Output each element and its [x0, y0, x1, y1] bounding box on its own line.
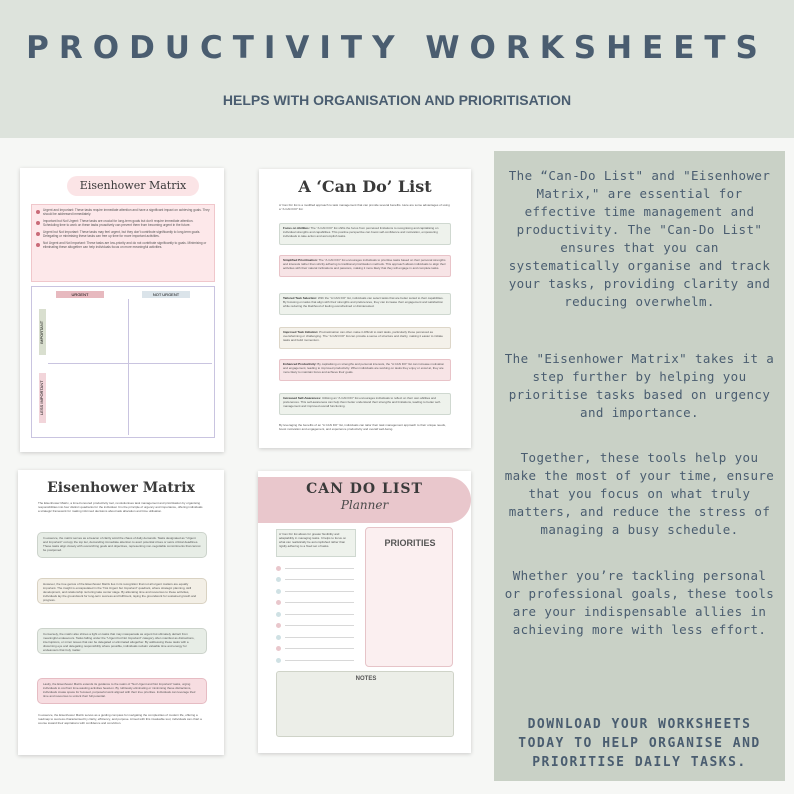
checkbox-icon[interactable]: [276, 635, 281, 640]
checklist-row[interactable]: [276, 621, 354, 631]
worksheet-title: Eisenhower Matrix: [67, 176, 199, 196]
essay-box: In essence, the matrix serves as a beacon of clarity amid the chaos of daily demands. Tasks designated as "Urgent and Important" occupy the top tier, demanding immediate attention to avert potential crises or seize critical deadlines. These tasks align closely with overarching goals and objectives, representing non-negotiable commitments that cannot be postponed.: [37, 532, 207, 558]
benefit-box: Improved Task Initiation: Procrastination can often make it difficult to start tasks, particularly those perceived as overwhelming or challenging. The "A CAN DO" list can provide a sense of structure and clarity, making it easier to initiate tasks and build momentum.: [279, 327, 451, 349]
checklist-row[interactable]: [276, 586, 354, 596]
checklist-row[interactable]: [276, 632, 354, 642]
priorities-box: [365, 527, 453, 667]
checkbox-icon[interactable]: [276, 612, 281, 617]
not-urgent-label: NOT URGENT: [142, 291, 190, 298]
intro-text: A 'Can Do' list is a modified approach to task management that can provide several benefits. Here are some advantages of using a "A CAN DO" list:: [279, 203, 450, 211]
write-line: [285, 602, 354, 603]
worksheet-can-do-planner: [258, 471, 471, 753]
essay-box: However, the true genius of the Eisenhower Matrix lies in its recognition that not all urgent matters are equally important. The insight is encapsulated in the "Not Urgent but Important" quadrant, where strategic planning, skill development, and relationship nurturing take center stage. By allocating time and resources to these activities, individuals lay the groundwork for long-term success and fulfilment, laying the groundwork for sustained growth and progress.: [37, 578, 207, 604]
essay-box: Lastly, the Eisenhower Matrix extends its guidance to the realm of "Not Urgent and Not Important" tasks, urging individuals to confront time-wasting activities head-on. By ruthlessly eliminating or minimising these distractions, individuals create space for focused, purposeful work aligned with their true priorities. Individuals can leverage their time and resources to unlock their full potential.: [37, 678, 207, 704]
important-label: IMPORTANT: [39, 309, 46, 355]
write-line: [285, 591, 354, 592]
checklist-row[interactable]: [276, 609, 354, 619]
header-banner: [0, 0, 794, 138]
bullet-icon: [36, 243, 40, 247]
worksheet-title: A ‘Can Do’ List: [298, 177, 432, 196]
description-paragraph: Whether you’re tackling personal or professional goals, these tools are your indispensable allies in achieving more with less effort.: [504, 568, 775, 637]
matrix-grid: [31, 286, 215, 438]
description-panel: [494, 151, 785, 781]
write-line: [285, 579, 354, 580]
list-item: Urgent but Not Important: These tasks may feel urgent, but they don't contribute significantly to long-term goals. Delegating or minimising these tasks can free up time for more important activities.: [36, 230, 210, 238]
planner-subtitle: Planner: [340, 498, 389, 512]
worksheet-title: Eisenhower Matrix: [47, 480, 195, 496]
checkbox-icon[interactable]: [276, 566, 281, 571]
bullet-icon: [36, 221, 40, 225]
checklist-row[interactable]: [276, 563, 354, 573]
page-subtitle: HELPS WITH ORGANISATION AND PRIORITISATION: [222, 92, 572, 108]
write-line: [285, 614, 354, 615]
notes-box: [276, 671, 454, 737]
write-line: [285, 568, 354, 569]
notes-heading: NOTES: [355, 676, 377, 682]
closing-text: In essence, the Eisenhower Matrix serves as a guiding compass for navigating the complexities of modern life, offering a roadmap to success characterised by clarity, efficiency, and purpose. Armed with this invaluable tool, individuals can chart a course toward their aspirations with confidence and conviction.: [38, 713, 202, 725]
benefit-box: Increased Self-Awareness: Utilising an "A CAN DO" list encourages individuals to reflect on their own abilities and preferences. This self-awareness can help them better understand their strengths and limitations, leading to better self-management and improved overall functioning.: [279, 393, 451, 415]
description-paragraph: Together, these tools help you make the most of your time, ensure that you focus on what truly matters, and reduce the stress of managing a busy schedule.: [504, 450, 775, 537]
checkbox-icon[interactable]: [276, 589, 281, 594]
worksheet-title: CAN DO LIST: [306, 481, 423, 497]
checklist-row[interactable]: [276, 598, 354, 608]
less-important-label: LESS IMPORTANT: [39, 373, 46, 423]
worksheet-eisenhower-matrix: [20, 168, 224, 452]
description-paragraph: The “Can-Do List" and "Eisenhower Matrix," are essential for effective time management and productivity. The "Can-Do List" ensures that you can systematically organise and track your tasks, providing clarity and reducing overwhelm.: [508, 168, 771, 309]
benefit-box: Tailored Task Selection: With the "A CAN DO" list, individuals can select tasks that are better suited to their capabilities. By focusing on tasks that align with their strengths and preferences, they can increase their engagement and satisfaction while reducing the likelihood of feeling overwhelmed or disinterested.: [279, 293, 451, 315]
write-line: [285, 625, 354, 626]
intro-text: The Eisenhower Matrix, a time-honoured productivity tool, revolutionises task management and prioritisation by organising responsibilities into four distinct quadrants for the individual. It is the principle of urgency and importance, offering individuals a strategic framework for making informed decisions about task allocation and time utilisation.: [38, 501, 203, 513]
write-line: [285, 660, 354, 661]
checklist-row[interactable]: [276, 655, 354, 665]
urgent-label: URGENT: [56, 291, 104, 298]
checkbox-icon[interactable]: [276, 577, 281, 582]
bullet-icon: [36, 210, 40, 214]
checkbox-icon[interactable]: [276, 623, 281, 628]
list-item: Important but Not Urgent: These tasks are crucial for long-term goals but don't require immediate attention. Scheduling time to work on these tasks proactively can prevent them from becoming urgent in the future.: [36, 219, 210, 227]
benefit-box: Focus on Abilities: The "A CAN DO" list shifts the focus from perceived limitations to recognising and capitalising on individual strengths and capabilities. This positive perspective can boost self-confidence and motivation, empowering individuals to take action and accomplish tasks.: [279, 223, 451, 245]
quadrant-description-list: [31, 204, 215, 282]
essay-box: Conversely, the matrix also shines a light on tasks that may masquerade as urgent but ultimately detract from meaningful endeavours. Tasks falling under the "Urgent but Not Important" category often manifest as distractions, interruptions, or minor issues that can be delegated or eliminated altogether. By addressing these tasks with a discerning eye and delegating responsibility where possible, individuals reclaim valuable time and energy for endeavours that truly matter.: [37, 628, 207, 654]
planner-note: A 'Can Do' list allows for greater flexibility and adaptability in managing tasks. It helps to focus on what can realistically be accomplished rather than rigidly adhering to a fixed set of tasks.: [276, 529, 356, 557]
write-line: [285, 648, 354, 649]
worksheet-can-do-list: [259, 169, 471, 448]
description-paragraph: The "Eisenhower Matrix" takes it a step further by helping you prioritise tasks based on urgency and importance.: [504, 351, 775, 420]
list-item: Not Urgent and Not Important: These tasks are low-priority and do not contribute significantly to goals. Minimising or eliminating these altogether can help individuals focus on more meaningful activities.: [36, 241, 210, 249]
page-title: PRODUCTIVITY WORKSHEETS: [26, 30, 768, 66]
list-item: Urgent and Important: These tasks require immediate attention and have a significant impact on achieving goals. They should be addressed immediately.: [36, 208, 210, 216]
checkbox-icon[interactable]: [276, 646, 281, 651]
divider: [128, 299, 129, 435]
checklist-row[interactable]: [276, 575, 354, 585]
worksheet-eisenhower-essay: [18, 470, 224, 755]
benefit-box: Enhanced Productivity: By capitalising on strengths and personal interests, the "A CAN DO" list can increase motivation and engagement, leading to improved productivity. When individuals are working on tasks they enjoy or excel at, they are more likely to maintain focus and achieve their goals.: [279, 359, 451, 381]
checklist-row[interactable]: [276, 644, 354, 654]
divider: [48, 363, 212, 364]
write-line: [285, 637, 354, 638]
priorities-heading: PRIORITIES: [384, 538, 436, 548]
call-to-action: DOWNLOAD YOUR WORKSHEETS TODAY TO HELP ORGANISE AND PRIORITISE DAILY TASKS.: [518, 717, 761, 770]
closing-text: By leveraging the benefits of an "A CAN DO" list, individuals can tailor their task management approach to their unique needs, boost motivation and engagement, and experience productivity and overall well-being.: [279, 423, 446, 431]
bullet-icon: [36, 232, 40, 236]
benefit-box: Simplified Prioritisation: The "A CAN DO" list encourages individuals to prioritise tasks based on their personal strengths and interests rather than strictly adhering to traditional prioritisation methods. This approach allows individuals to align their activities with their natural inclinations and passions, making it more likely that they will engage in and complete tasks.: [279, 255, 451, 277]
checkbox-icon[interactable]: [276, 600, 281, 605]
checkbox-icon[interactable]: [276, 658, 281, 663]
